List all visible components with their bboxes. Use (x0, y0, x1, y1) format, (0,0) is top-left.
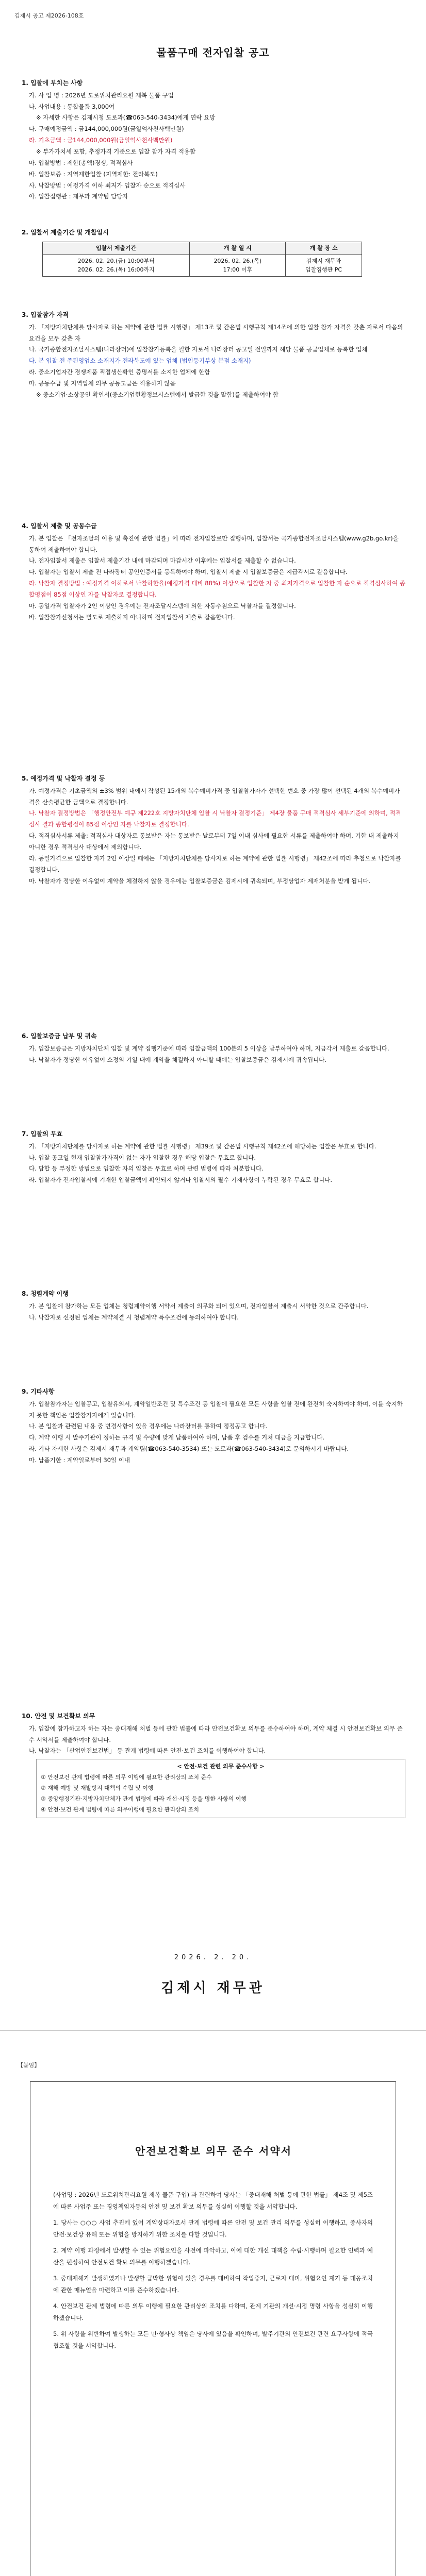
section-line: 바. 입찰참가신청서는 별도로 제출하지 아니하며 전자입찰서 제출로 갈음합니다. (29, 613, 235, 621)
section-line: 라. 입찰자가 전자입찰서에 기재한 입찰금액이 확인되지 않거나 입찰서의 필수 기재사항이 누락된 경우 무효로 합니다. (29, 1176, 333, 1184)
section-line: 다. 적격심사서류 제출: 적격심사 대상자로 통보받은 자는 통보받은 날로부터 7일 이내 심사에 필요한 서류를 제출하여야 하며, 기한 내 제출하지 아니한 경우 적격심사 대상에서 제외합니다. (29, 832, 401, 851)
section-line: 다. 계약 이행 시 발주기관이 정하는 규격 및 수량에 맞게 납품하여야 하며, 납품 후 검수를 거쳐 대금을 지급합니다. (29, 1434, 325, 1442)
section-bid-items (22, 77, 405, 202)
pledge-paragraph: 2. 계약 이행 과정에서 발생할 수 있는 위험요인을 사전에 파악하고, 이에 대한 개선 대책을 수립·시행하며 필요한 인력과 예산을 편성하여 안전보건 확보 의무를 이행하겠습니다. (53, 2247, 373, 2266)
section-line: 사. 낙찰방법 : 예정가격 이하 최저가 입찰자 순으로 적격심사 (29, 181, 186, 189)
section-misc (22, 1386, 405, 1466)
attachment-label: 【붙임】 (18, 2062, 40, 2069)
pledge-form (30, 2081, 396, 2576)
section-line: 다. 담합 등 부정한 방법으로 입찰한 자의 입찰은 무효로 하며 관련 법령에 따라 처분합니다. (29, 1165, 264, 1173)
section-note: ※ 부가가치세 포함, 추정가격 기준으로 입찰 참가 자격 적용함 (36, 148, 196, 156)
section-line-highlight: 라. 낙찰자 결정방법 : 예정가격 이하로서 낙찰하한율(예정가격 대비 88%) 이상으로 입찰한 자 중 최저가격으로 입찰한 자 순으로 적격심사하여 종합평점이 85점 이상인 자를 낙찰자로 결정합니다. (29, 580, 405, 599)
section-line: 가. 입찰에 참가하고자 하는 자는 중대재해 처벌 등에 관한 법률에 따라 안전보건확보 의무를 준수하여야 하며, 계약 체결 시 안전보건확보 의무 준수 서약서를 제출하여야 합니다. (29, 1724, 403, 1743)
section-note: ※ 자세한 사항은 김제시청 도로과(☎063-540-3434)에게 연락 요망 (36, 114, 216, 122)
section-bid-submission (22, 520, 405, 623)
section-heading: 3. 입찰참가 자격 (22, 311, 69, 318)
notice-date: 2026. 2. 20. (174, 1954, 252, 1961)
section-line-highlight: 다. 본 입찰 전 주된영업소 소재지가 전라북도에 있는 업체 (법인등기부상 본점 소재지) (29, 357, 251, 365)
section-heading: 8. 청렴계약 이행 (22, 1290, 69, 1297)
section-line: 마. 동일가격 입찰자가 2인 이상인 경우에는 전자조달시스템에 의한 자동추첨으로 낙찰자를 결정합니다. (29, 602, 296, 609)
table-header: 개 찰 장 소 (286, 242, 362, 255)
table-cell: 김제시 재무과 입찰집행관 PC (286, 255, 362, 277)
table-cell: 2026. 02. 26.(목) 17:00 이후 (190, 255, 286, 277)
section-line: 가. 「지방자치단체를 당사자로 하는 계약에 관한 법률 시행령」 제39조 및 같은법 시행규칙 제42조에 해당하는 입찰은 무효로 합니다. (29, 1142, 376, 1150)
section-heading: 10. 안전 및 보건확보 의무 (22, 1713, 95, 1720)
box-item: ① 안전보건 관계 법령에 따른 의무 이행에 필요한 관리상의 조치 준수 (41, 1774, 212, 1781)
section-line: 가. 예정가격은 기초금액의 ±3% 범위 내에서 작성된 15개의 복수예비가격 중 입찰참가자가 선택한 번호 중 가장 많이 선택된 4개의 복수예비가격을 산술평균한 금액으로 결정합니다. (29, 787, 400, 806)
section-safety (22, 1710, 405, 1820)
box-item: ④ 안전·보건 관계 법령에 따른 의무이행에 필요한 관리상의 조치 (41, 1806, 199, 1813)
section-line: 나. 전자입찰서 제출은 입찰서 제출기간 내에 마감되며 마감시간 이후에는 입찰서를 제출할 수 없습니다. (29, 557, 296, 565)
table-cell: 2026. 02. 20.(금) 10:00부터 2026. 02. 26.(목) 16:00까지 (43, 255, 190, 277)
section-line-highlight: 나. 낙찰자 결정방법은 「행정안전부 예규 제222호 지방자치단체 입찰 시 낙찰자 결정기준」 제4장 물품 구매 적격심사 세부기준에 의하며, 적격심사 결과 종합평점이 85점 이상인 자를 낙찰자로 결정합니다. (29, 809, 401, 828)
section-note: ※ 중소기업·소상공인 확인서(중소기업현황정보시스템에서 발급한 것을 말함)를 제출하여야 함 (36, 391, 278, 398)
section-line: 다. 입찰자는 입찰서 제출 전 나라장터 공인인증서를 등록하여야 하며, 입찰서 제출 시 입찰보증금은 지급각서로 갈음합니다. (29, 568, 348, 576)
section-deposit (22, 1030, 405, 1065)
section-eligibility (22, 309, 405, 401)
section-line: 마. 공동수급 및 지역업체 의무 공동도급은 적용하지 않음 (29, 380, 176, 387)
section-heading: 1. 입찰에 부치는 사항 (22, 79, 83, 87)
section-line: 아. 입찰집행관 : 재무과 계약팀 담당자 (29, 193, 128, 200)
section-heading: 9. 기타사항 (22, 1388, 55, 1395)
page-title: 물품구매 전자입찰 공고 (156, 46, 270, 59)
section-heading: 7. 입찰의 무효 (22, 1130, 63, 1138)
table-header: 개 찰 일 시 (190, 242, 286, 255)
pledge-paragraph: 1. 당사는 ○○○ 사업 추진에 있어 계약상대자로서 관계 법령에 따른 안전 및 보건 관리 의무를 성실히 이행하고, 종사자의 안전·보건상 유해 또는 위험을 방지하기 위한 조치를 다할 것입니다. (53, 2219, 373, 2238)
section-heading: 2. 입찰서 제출기간 및 개찰일시 (22, 229, 109, 236)
section-invalid-bid (22, 1128, 405, 1186)
notice-number: 김제시 공고 제2026-108호 (14, 12, 84, 19)
section-integrity (22, 1288, 405, 1323)
section-line: 나. 낙찰자가 정당한 이유없이 소정의 기일 내에 계약을 체결하지 아니할 때에는 입찰보증금은 김제시에 귀속됩니다. (29, 1056, 326, 1063)
section-line: 가. 「지방자치단체를 당사자로 하는 계약에 관한 법률 시행령」 제13조 및 같은법 시행규칙 제14조에 의한 입찰 참가 자격을 갖춘 자로서 다음의 요건을 모두 갖춘 자 (29, 323, 405, 342)
section-line: 마. 납품기한 : 계약일로부터 30일 이내 (29, 1456, 130, 1464)
section-line: 마. 입찰방법 : 제한(총액)경쟁, 적격심사 (29, 159, 133, 166)
pledge-paragraph: 5. 위 사항을 위반하여 발생하는 모든 민·형사상 책임은 당사에 있음을 확인하며, 발주기관의 안전보건 관련 요구사항에 적극 협조할 것을 서약합니다. (53, 2330, 373, 2349)
pledge-paragraph: 3. 중대재해가 발생하였거나 발생할 급박한 위험이 있을 경우를 대비하여 작업중지, 근로자 대피, 위험요인 제거 등 대응조치에 관한 매뉴얼을 마련하고 이를 준수하겠습니다. (53, 2275, 373, 2294)
section-heading: 4. 입찰서 제출 및 공동수급 (22, 522, 97, 530)
section-line: 마. 낙찰자가 정당한 이유없이 계약을 체결하지 않을 경우에는 입찰보증금은 김제시에 귀속되며, 부정당업자 제재처분을 받게 됩니다. (29, 877, 371, 885)
section-line: 라. 기타 자세한 사항은 김제시 재무과 계약팀(☎063-540-3534) 또는 도로과(☎063-540-3434)로 문의하시기 바랍니다. (29, 1445, 349, 1453)
pledge-title: 안전보건확보 의무 준수 서약서 (135, 2145, 292, 2157)
box-item: ② 재해 예방 및 재발방지 대책의 수립 및 이행 (41, 1785, 154, 1792)
section-line: 나. 입찰 공고일 현재 입찰참가자격이 없는 자가 입찰한 경우 해당 입찰은 무효로 합니다. (29, 1154, 256, 1161)
section-line: 가. 본 입찰에 참가하는 모든 업체는 청렴계약이행 서약서 제출이 의무화 되어 있으며, 전자입찰서 제출시 서약한 것으로 간주합니다. (29, 1302, 369, 1310)
section-pricing (22, 773, 405, 887)
section-line: 바. 입찰보증 : 지역제한입찰 (지역제한: 전라북도) (29, 170, 158, 178)
section-line: 가. 입찰보증금은 지방자치단체 입찰 및 계약 집행기준에 따라 입찰금액의 100분의 5 이상을 납부하여야 하며, 지급각서 제출로 갈음합니다. (29, 1044, 389, 1052)
safety-duties-box (36, 1759, 405, 1818)
section-line: 가. 입찰참가자는 입찰공고, 입찰유의서, 계약일반조건 및 특수조건 등 입찰에 필요한 모든 사항을 입찰 전에 완전히 숙지하여야 하며, 이를 숙지하지 못한 책임은 입찰참가자에게 있습니다. (29, 1400, 403, 1419)
issuing-authority: 김제시 재무관 (161, 1980, 265, 1996)
section-line: 나. 사업내용 : 통합물품 3,000여 (29, 103, 115, 110)
schedule-table (42, 242, 362, 277)
section-line: 나. 낙찰자로 선정된 업체는 계약체결 시 청렴계약 특수조건에 동의하여야 합니다. (29, 1313, 239, 1321)
section-line-highlight: 라. 기초금액 : 금144,000,000원(금일억사천사백만원) (29, 137, 173, 144)
pledge-body (53, 2189, 373, 2356)
section-line: 나. 국가종합전자조달시스템(나라장터)에 입찰참가등록을 필한 자로서 나라장터 공고일 전일까지 해당 물품 공급업체로 등록한 업체 (29, 346, 368, 353)
page-divider (0, 2030, 426, 2031)
table-header: 입찰서 제출기간 (43, 242, 190, 255)
section-line: 가. 사 업 명 : 2026년 도로위치관리요원 제복 물품 구입 (29, 91, 174, 99)
section-line: 라. 동일가격으로 입찰한 자가 2인 이상일 때에는 「지방자치단체를 당사자로 하는 계약에 관한 법률 시행령」 제42조에 따라 추첨으로 낙찰자를 결정합니다. (29, 854, 403, 873)
section-line: 다. 구매예정금액 : 금144,000,000원(금일억사천사백만원) (29, 125, 184, 133)
section-line: 라. 중소기업자간 경쟁제품 직접생산확인 증명서를 소지한 업체에 한함 (29, 368, 210, 376)
section-heading: 5. 예정가격 및 낙찰자 결정 등 (22, 775, 105, 782)
pledge-paragraph: (사업명 : 2026년 도로위치관리요원 제복 물품 구입) 과 관련하여 당사는 「중대재해 처벌 등에 관한 법률」 제4조 및 제5조에 따른 사업주 또는 경영책임자등의 안전 및 보건 확보 의무를 성실히 이행할 것을 서약합니다. (53, 2191, 373, 2210)
pledge-paragraph: 4. 안전보건 관계 법령에 따른 의무 이행에 필요한 관리상의 조치를 다하며, 관계 기관의 개선·시정 명령 사항을 성실히 이행하겠습니다. (53, 2302, 373, 2321)
section-heading: 6. 입찰보증금 납부 및 귀속 (22, 1032, 97, 1040)
section-schedule (22, 227, 405, 277)
section-line: 나. 본 입찰과 관련된 내용 중 변경사항이 있을 경우에는 나라장터를 통하여 정정공고 합니다. (29, 1422, 268, 1430)
section-line: 나. 낙찰자는 「산업안전보건법」 등 관계 법령에 따른 안전·보건 조치를 이행하여야 합니다. (29, 1747, 266, 1755)
section-line: 가. 본 입찰은 「전자조달의 이용 및 촉진에 관한 법률」에 따라 전자입찰로만 집행하며, 입찰서는 국가종합전자조달시스템(www.g2b.go.kr)을 통하여 제출하여야 합니다. (29, 534, 401, 553)
box-heading: < 안전·보건 관련 의무 준수사항 > (177, 1763, 265, 1770)
box-item: ③ 중앙행정기관·지방자치단체가 관계 법령에 따라 개선·시정 등을 명한 사항의 이행 (41, 1795, 247, 1802)
